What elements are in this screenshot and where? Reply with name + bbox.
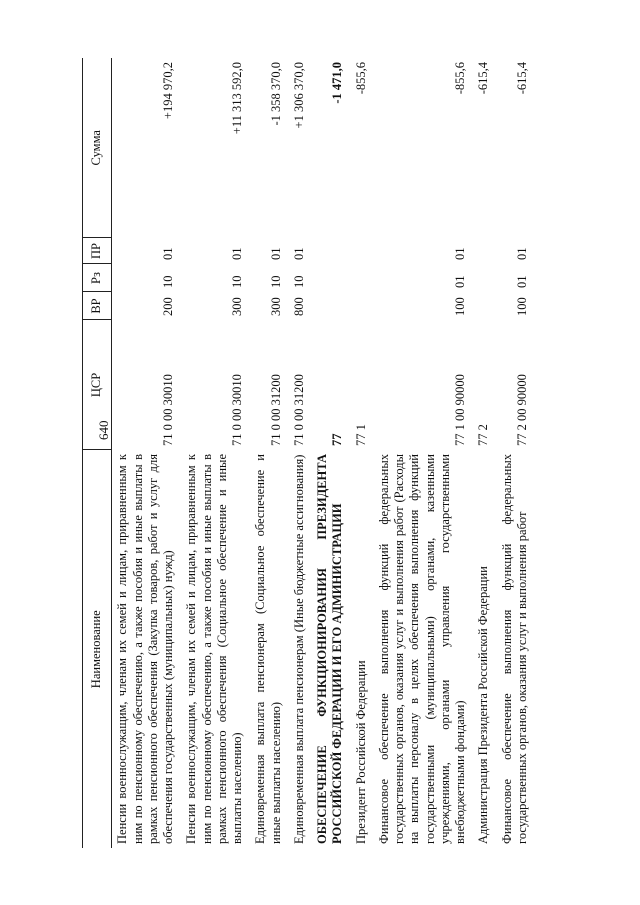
row-sum: -615,4 xyxy=(514,62,529,95)
row-pr: 01 xyxy=(514,247,529,260)
row-rz: 01 xyxy=(514,275,529,288)
row-name: Пенсии военнослужащим, членам их семей и лицам, приравненным к ним по пенсионному обеспечению, а также пособия и иные выплаты в рамках пенсионного обеспечения (Закупка товаров, работ и услуг для обеспечения государственных (муниципальных) нужд) xyxy=(115,454,175,844)
row-csr: 77 2 xyxy=(476,424,491,446)
row-sum: -1 471,0 xyxy=(330,62,345,104)
column-header-vr: ВР xyxy=(83,292,112,320)
row-pr: 01 xyxy=(291,247,306,260)
table-row xyxy=(112,58,182,848)
column-header-sum: Сумма xyxy=(83,58,112,238)
row-vr xyxy=(312,292,351,320)
row-csr: 71 0 00 31200 xyxy=(268,374,283,446)
row-name: Пенсии военнослужащим, членам их семей и лицам, приравненным к ним по пенсионному обеспечению, а также пособия и иные выплаты в рамках пенсионного обеспечения (Социальное обеспечение и иные выплаты населению) xyxy=(184,454,244,844)
row-pr xyxy=(312,238,351,264)
row-name: Единовременная выплата пенсионерам (Иные бюджетные ассигнования) xyxy=(291,454,306,844)
row-csr: 77 2 00 90000 xyxy=(514,374,529,446)
column-header-csr: ЦСР xyxy=(83,320,112,450)
budget-table xyxy=(82,58,535,848)
row-name: Администрация Президента Российской Федерации xyxy=(476,566,491,844)
row-rz xyxy=(473,264,496,292)
row-sum: -855,6 xyxy=(453,62,467,95)
row-sum: -1 358 370,0 xyxy=(268,62,283,126)
table-row xyxy=(289,58,312,848)
row-name: Единовременная выплата пенсионерам (Социальное обеспечение и иные выплаты населению) xyxy=(253,454,283,844)
row-sum: +194 970,2 xyxy=(161,62,175,120)
table-row xyxy=(351,58,374,848)
row-pr: 01 xyxy=(268,247,283,260)
rotated-page xyxy=(82,58,562,848)
column-header-name: Наименование xyxy=(83,450,112,848)
row-sum: -615,4 xyxy=(476,62,491,95)
row-sum: +1 306 370,0 xyxy=(291,62,306,129)
row-csr: 77 xyxy=(330,433,345,446)
row-vr xyxy=(351,292,374,320)
row-vr: 800 xyxy=(291,297,306,316)
column-header-rz: Рз xyxy=(83,264,112,292)
row-name: ОБЕСПЕЧЕНИЕ ФУНКЦИОНИРОВАНИЯ ПРЕЗИДЕНТА РОССИЙСКОЙ ФЕДЕРАЦИИ И ЕГО АДМИНИСТРАЦИИ xyxy=(315,454,345,844)
row-rz xyxy=(351,264,374,292)
row-rz: 10 xyxy=(230,275,244,288)
row-name: Финансовое обеспечение выполнения функций федеральных государственных органов, оказания услуг и выполнения работ xyxy=(499,454,529,844)
row-vr xyxy=(473,292,496,320)
table-row xyxy=(181,58,250,848)
table-row xyxy=(374,58,474,848)
table-row xyxy=(473,58,496,848)
row-csr: 77 1 00 90000 xyxy=(453,374,467,446)
row-rz: 10 xyxy=(268,275,283,288)
table-row xyxy=(497,58,536,848)
row-vr: 100 xyxy=(453,297,467,316)
table-row xyxy=(312,58,351,848)
row-vr: 100 xyxy=(514,297,529,316)
row-vr: 300 xyxy=(230,297,244,316)
row-sum: -855,6 xyxy=(353,62,368,95)
row-vr: 200 xyxy=(161,297,175,316)
row-pr xyxy=(351,238,374,264)
row-pr: 01 xyxy=(161,247,175,260)
row-csr: 71 0 00 30010 xyxy=(230,374,244,446)
row-csr: 77 1 xyxy=(353,424,368,446)
row-pr: 01 xyxy=(230,247,244,260)
column-header-pr: ПР xyxy=(83,238,112,264)
row-sum: +11 313 592,0 xyxy=(230,62,244,135)
table-header xyxy=(83,58,112,848)
row-name: Финансовое обеспечение выполнения функций федеральных государственных органов, оказания услуг и выполнения работ (Расходы на выплаты персоналу в целях обеспечения выполнения функций государственными (муниципальными) органами, казенными учреждениями, органами управления государственными внебюджетными фондами) xyxy=(376,454,467,844)
row-csr: 71 0 00 30010 xyxy=(161,374,175,446)
row-rz: 10 xyxy=(291,275,306,288)
row-rz: 10 xyxy=(161,275,175,288)
row-csr: 71 0 00 31200 xyxy=(291,374,306,446)
page-number: 640 xyxy=(96,420,111,440)
row-rz xyxy=(312,264,351,292)
row-vr: 300 xyxy=(268,297,283,316)
row-pr xyxy=(473,238,496,264)
table-row xyxy=(250,58,289,848)
row-name: Президент Российской Федерации xyxy=(353,660,368,844)
row-pr: 01 xyxy=(453,247,467,260)
row-rz: 01 xyxy=(453,275,467,288)
